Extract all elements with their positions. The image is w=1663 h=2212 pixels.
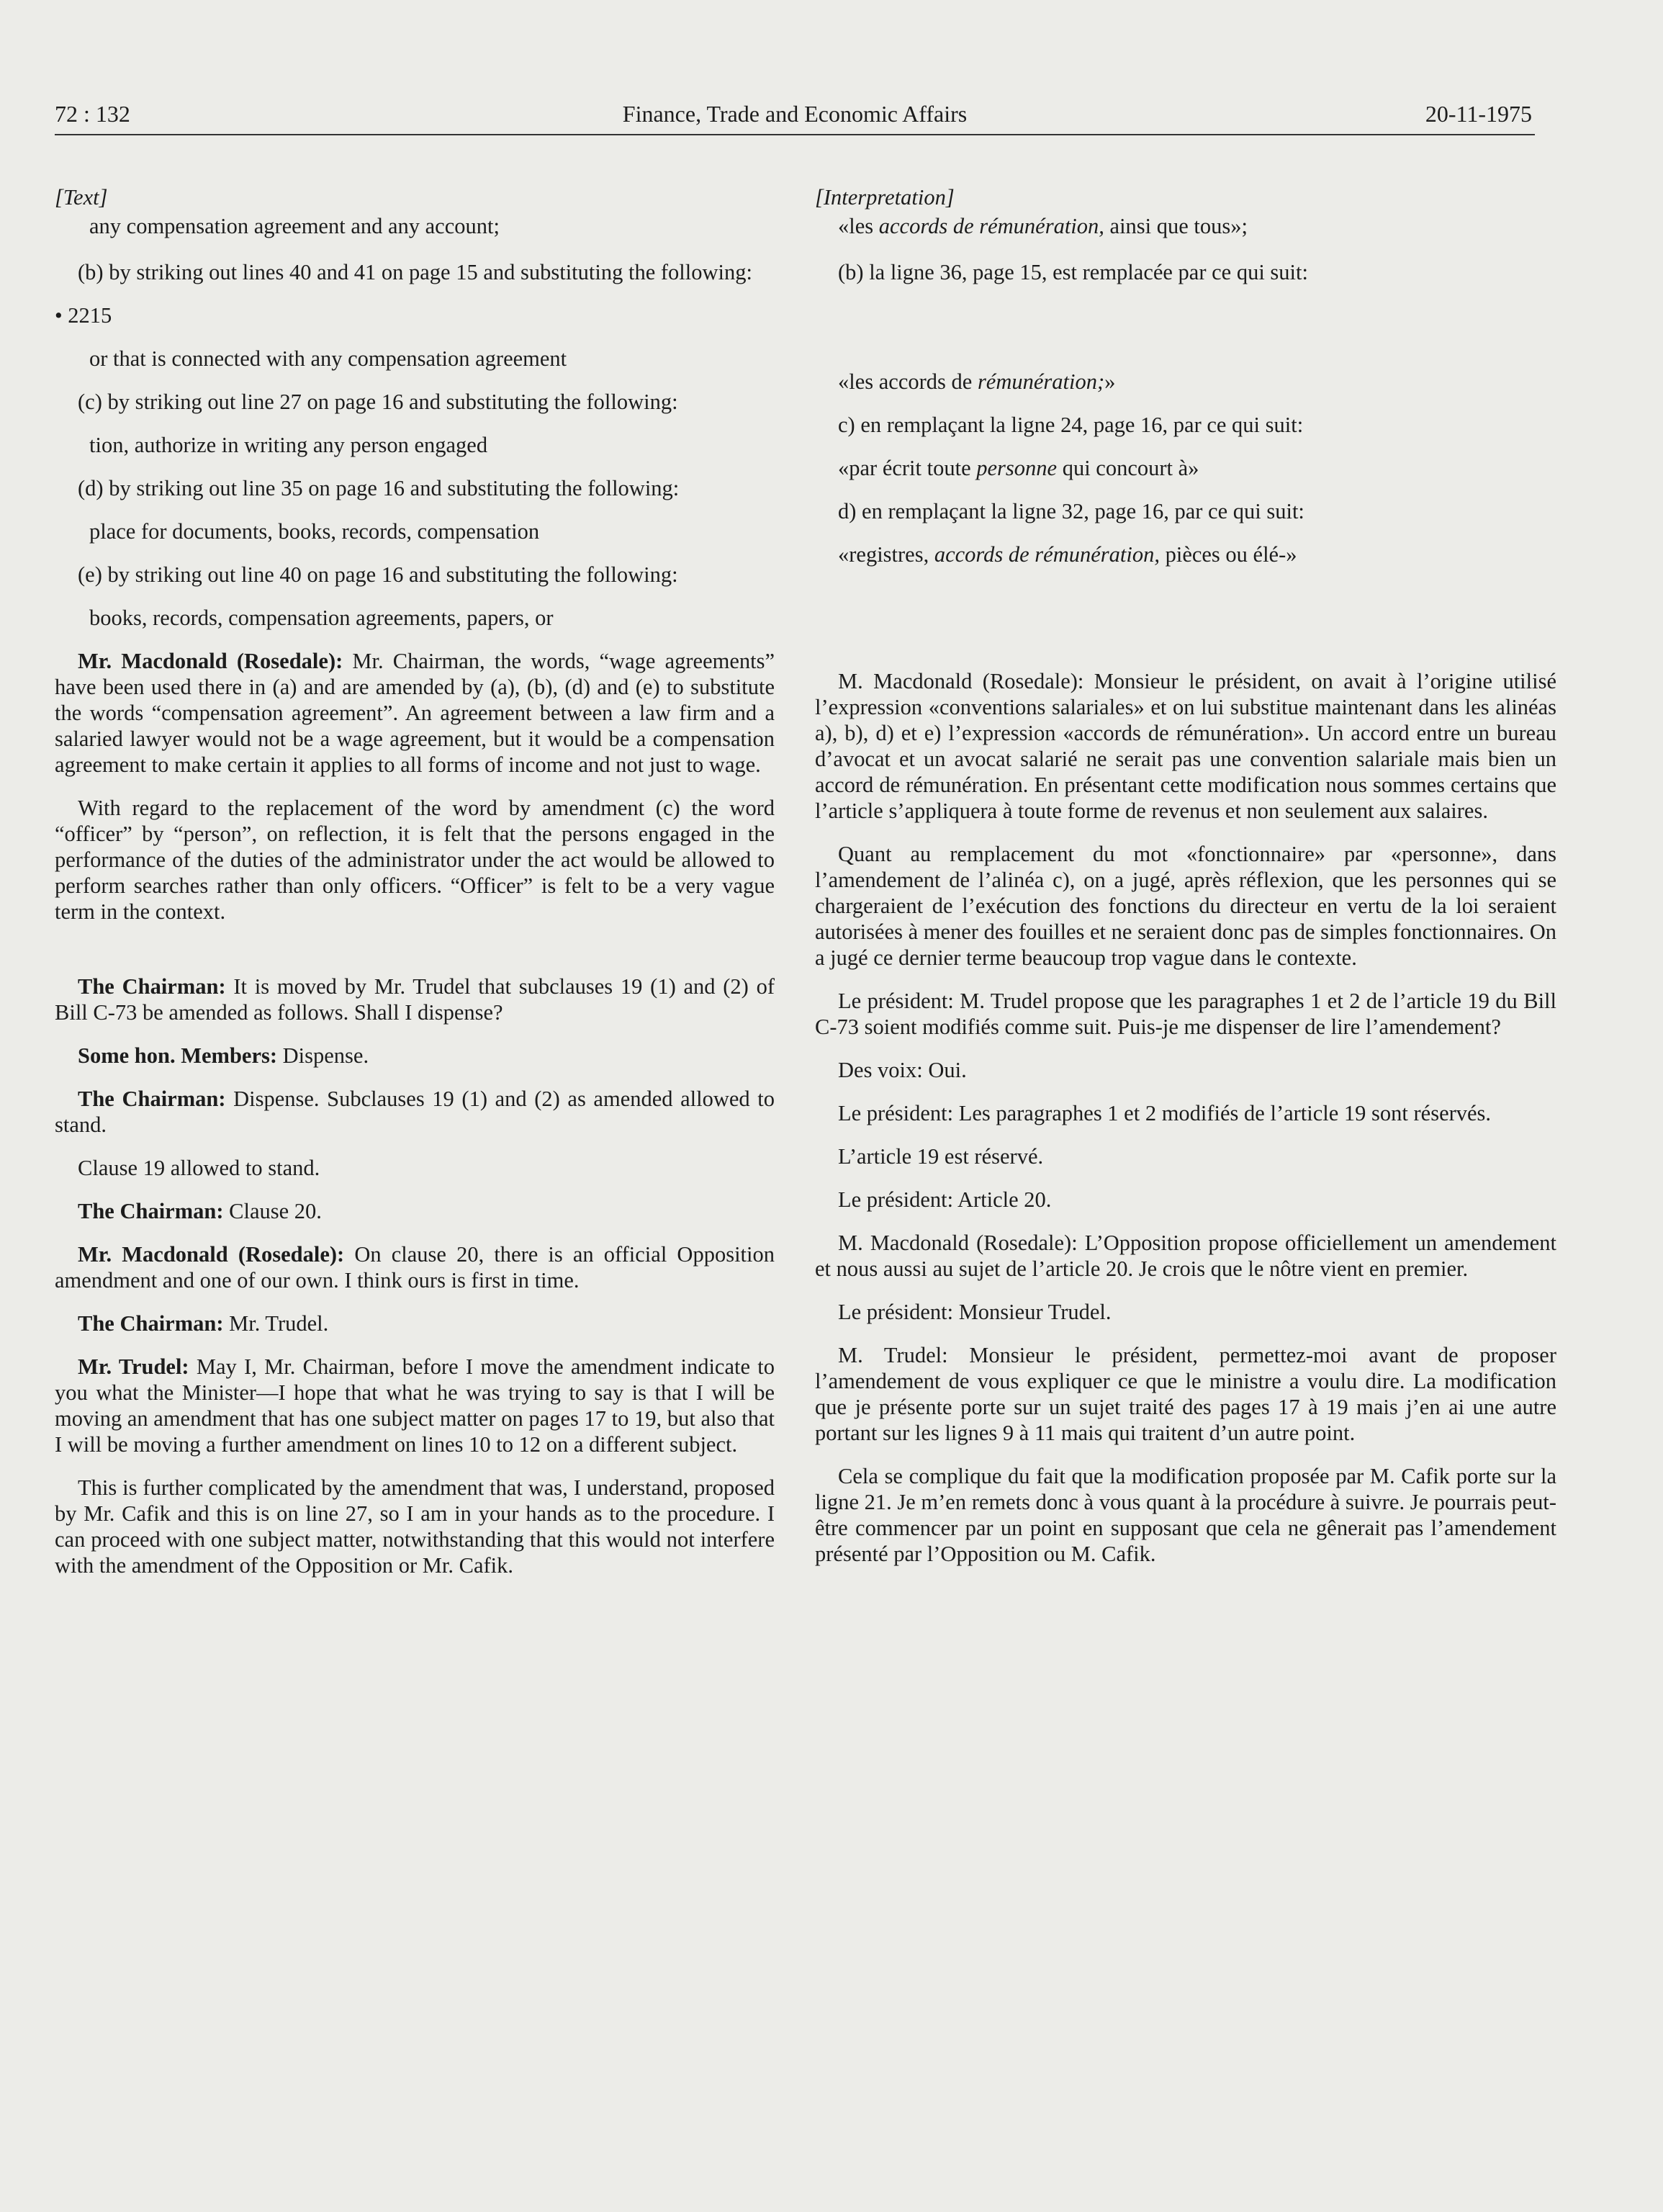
- running-title: Finance, Trade and Economic Affairs: [622, 101, 968, 127]
- text-italic: rémunération;: [977, 369, 1105, 394]
- paragraph: (b) by striking out lines 40 and 41 on page 15 and substituting the following:: [78, 260, 752, 284]
- paragraph: M. Macdonald (Rosedale): Monsieur le président, on avait à l’origine utilisé l’expression «conventions salariales» et on lui substitue maintenant dans les alinéas a), b), d) et e) l’expression «accords de rémunération». Un accord entre un bureau d’avocat et un avocat salarié ne serait pas une convention salariale mais bien un accord de rémunération. En présentant cette modification nous sommes certains que l’article s’appliquera à toute forme de revenus et non seulement aux salaires.: [815, 669, 1556, 823]
- text-italic: accords de rémunération,: [878, 214, 1104, 238]
- paragraph: [815, 455, 1556, 481]
- speaker-name: Some hon. Members:: [78, 1043, 278, 1068]
- paragraph: Clause 19 allowed to stand.: [78, 1156, 320, 1180]
- text-italic: personne: [976, 456, 1058, 480]
- speaker-name: The Chairman:: [78, 1087, 226, 1111]
- paragraph: or that is connected with any compensation agreement: [89, 346, 567, 371]
- page-marker: • 2215: [55, 303, 112, 328]
- paragraph: (d) by striking out line 35 on page 16 and substituting the following:: [78, 476, 680, 500]
- paragraph: c) en remplaçant la ligne 24, page 16, par ce qui suit:: [838, 413, 1304, 437]
- french-column: [815, 184, 1556, 1584]
- paragraph: Le président: M. Trudel propose que les paragraphes 1 et 2 de l’article 19 du Bill C-73 soient modifiés comme suit. Puis-je me dispenser de lire l’amendement?: [815, 989, 1556, 1039]
- paragraph: (b) la ligne 36, page 15, est remplacée par ce qui suit:: [838, 260, 1308, 284]
- page-header: [55, 96, 1535, 135]
- paragraph: Le président: Les paragraphes 1 et 2 modifiés de l’article 19 sont réservés.: [838, 1101, 1492, 1125]
- text: pièces ou élé-»: [1159, 542, 1297, 567]
- paragraph: This is further complicated by the amendment that was, I understand, proposed by Mr. Cafik and this is on line 27, so I am in your hands as to the procedure. I can proceed with one subject matter, notwithstanding that this would not interfere with the amendment of the Opposition or Mr. Cafik.: [55, 1475, 775, 1578]
- speech-text: Dispense.: [282, 1043, 369, 1068]
- speech-text: On clause 20, there is an official Opposition amendment and one of our own. I think ours is first in time.: [55, 1242, 775, 1292]
- text: «les: [838, 214, 879, 238]
- speech-trudel: [55, 1354, 775, 1457]
- paragraph: any compensation agreement and any account;: [89, 214, 500, 238]
- paragraph: [815, 541, 1556, 567]
- speech-text: Clause 20.: [229, 1199, 322, 1223]
- speech-text: May I, Mr. Chairman, before I move the amendment indicate to you what the Minister—I hope that what he was trying to say is that I will be moving an amendment that has one subject matter on pages 17 to 19, but also that I will be moving a further amendment on lines 10 to 12 on a different subject.: [55, 1354, 775, 1457]
- speech-text: Mr. Chairman, the words, “wage agreements” have been used there in (a) and are amended by (a), (b), (d) and (e) to substitute the words “compensation agreement”. An agreement between a law firm and a salaried lawyer would not be a wage agreement, but it would be a compensation agreement to make certain it applies to all forms of income and not just to wage.: [55, 649, 775, 777]
- speaker-name: The Chairman:: [78, 1311, 224, 1336]
- text: «registres,: [838, 542, 934, 567]
- page-date: 20-11-1975: [1425, 101, 1532, 127]
- paragraph: M. Macdonald (Rosedale): L’Opposition propose officiellement un amendement et nous aussi au sujet de l’article 20. Je crois que le nôtre vient en premier.: [815, 1231, 1556, 1281]
- speech-chairman: [55, 1086, 775, 1138]
- speaker-name: Mr. Trudel:: [78, 1354, 189, 1379]
- paragraph: L’article 19 est réservé.: [838, 1144, 1044, 1169]
- speech-members: [55, 1043, 775, 1069]
- section-label-interpretation: [Interpretation]: [815, 185, 955, 210]
- paragraph: With regard to the replacement of the word by amendment (c) the word “officer” by “person”, on reflection, it is felt that the persons engaged in the performance of the duties of the administrator under the act would be allowed to perform searches rather than only officers. “Officer” is felt to be a very vague term in the context.: [55, 796, 775, 924]
- text-italic: accords de rémunération,: [934, 542, 1160, 567]
- speech-macdonald: [55, 1241, 775, 1293]
- text: «les accords de: [838, 369, 978, 394]
- text: «par écrit toute: [838, 456, 977, 480]
- page-number: 72 : 132: [55, 101, 130, 127]
- paragraph: d) en remplaçant la ligne 32, page 16, par ce qui suit:: [838, 499, 1304, 523]
- speaker-name: The Chairman:: [78, 974, 226, 999]
- speech-chairman: [55, 1198, 775, 1224]
- paragraph: [815, 213, 1556, 239]
- paragraph: Le président: Article 20.: [838, 1187, 1052, 1212]
- speech-chairman: [55, 974, 775, 1025]
- paragraph: Quant au remplacement du mot «fonctionnaire» par «personne», dans l’amendement de l’alinéa c), on a jugé, après réflexion, que les personnes qui se chargeraient de l’exécution des fonctions du directeur en vertu de la loi seraient autorisées à mener des fouilles et ne seraient donc pas de simples fonctionnaires. On a jugé ce dernier terme beaucoup trop vague dans le contexte.: [815, 842, 1556, 970]
- paragraph: [815, 369, 1556, 395]
- text: »: [1104, 369, 1116, 394]
- speech-macdonald: [55, 648, 775, 778]
- text: qui concourt à»: [1057, 456, 1199, 480]
- speech-chairman: [55, 1310, 775, 1336]
- speech-text: Dispense. Subclauses 19 (1) and (2) as amended allowed to stand.: [55, 1087, 775, 1137]
- english-column: [55, 184, 775, 1596]
- paragraph: books, records, compensation agreements, papers, or: [89, 606, 554, 630]
- speaker-name: The Chairman:: [78, 1199, 224, 1223]
- paragraph: Cela se complique du fait que la modification proposée par M. Cafik porte sur la ligne 21. Je m’en remets donc à vous quant à la procédure à suivre. Je pourrais peut-être commencer par un point en supposant que cela ne gênerait pas l’amendement présenté par l’Opposition ou M. Cafik.: [815, 1464, 1556, 1566]
- paragraph: M. Trudel: Monsieur le président, permettez-moi avant de proposer l’amendement de vous expliquer ce que le ministre a voulu dire. La modification que je présente porte sur un sujet traité des pages 17 à 19 mais j’en ai une autre portant sur les lignes 9 à 11 mais qui traitent d’un autre point.: [815, 1343, 1556, 1445]
- speech-text: Mr. Trudel.: [229, 1311, 329, 1336]
- speech-text: It is moved by Mr. Trudel that subclauses 19 (1) and (2) of Bill C-73 be amended as follows. Shall I dispense?: [55, 974, 775, 1025]
- paragraph: place for documents, books, records, compensation: [89, 519, 540, 544]
- section-label-text: [Text]: [55, 185, 108, 210]
- paragraph: (c) by striking out line 27 on page 16 and substituting the following:: [78, 390, 678, 414]
- text: ainsi que tous»;: [1104, 214, 1248, 238]
- paragraph: tion, authorize in writing any person engaged: [89, 433, 488, 457]
- speaker-name: Mr. Macdonald (Rosedale):: [78, 649, 343, 673]
- paragraph: Des voix: Oui.: [838, 1058, 967, 1082]
- paragraph: (e) by striking out line 40 on page 16 and substituting the following:: [78, 562, 678, 587]
- speaker-name: Mr. Macdonald (Rosedale):: [78, 1242, 345, 1267]
- paragraph: Le président: Monsieur Trudel.: [838, 1300, 1112, 1324]
